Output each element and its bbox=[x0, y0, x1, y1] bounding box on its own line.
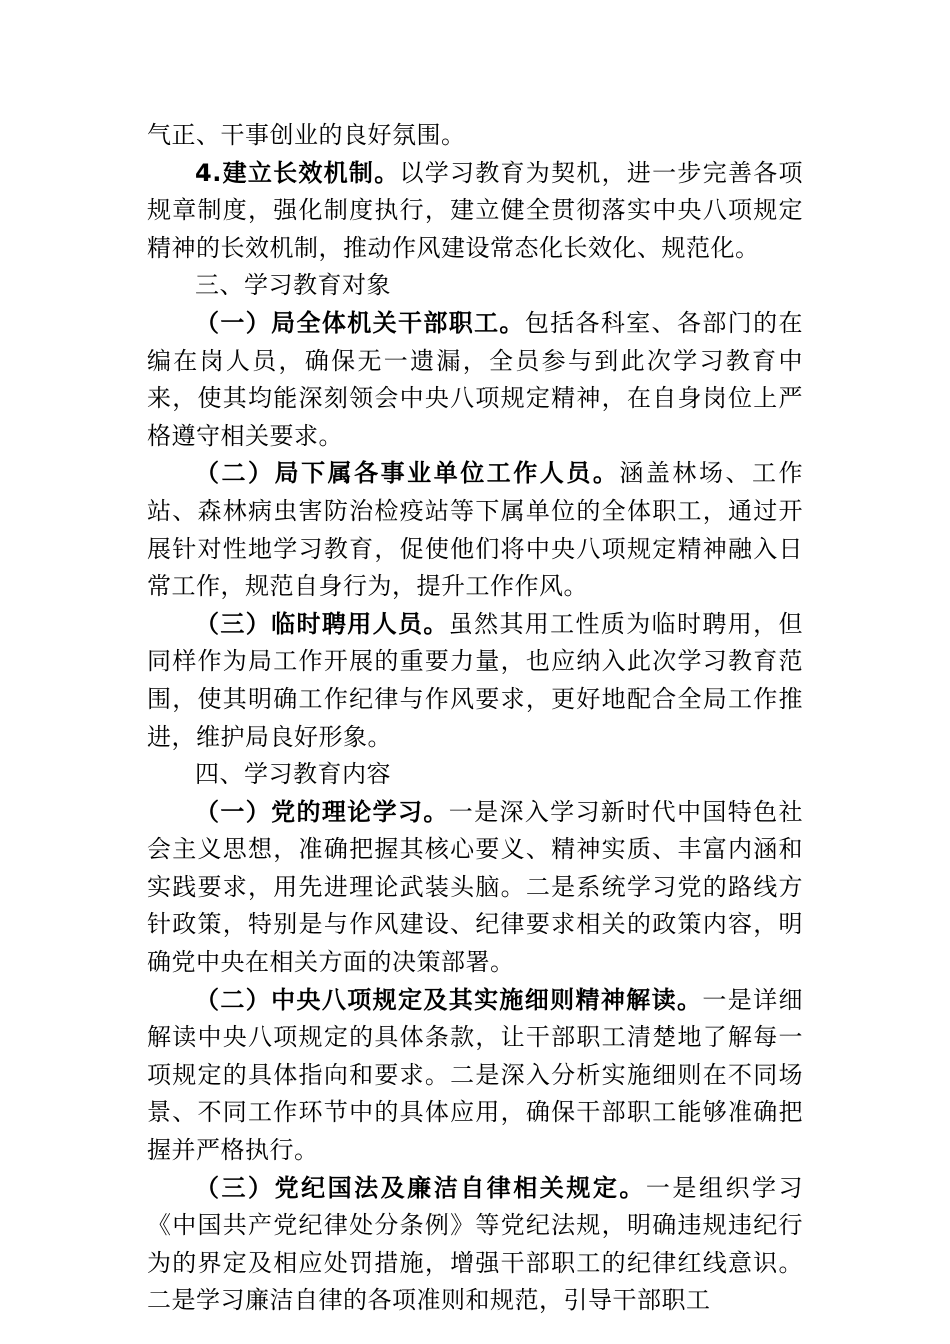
paragraph-body: 以学习教育为契机，进一步完善各项规章制度，强化制度执行，建立健全贯彻落实中央八项规定精神的长效机制，推动作风建设常态化长效化、规范化。 bbox=[147, 158, 803, 262]
paragraph-lead: （二）中央八项规定及其实施细则精神解读。 bbox=[195, 985, 703, 1014]
paragraph-body: 气正、干事创业的良好氛围。 bbox=[147, 121, 466, 149]
paragraph-agency-staff bbox=[147, 305, 803, 455]
paragraph-continuation bbox=[147, 117, 803, 155]
paragraph-lead: 4.建立长效机制。 bbox=[195, 158, 400, 187]
paragraph-body: 一是组织学习《中国共产党纪律处分条例》等党纪法规，明确违规违纪行为的界定及相应处罚措施，增强干部职工的纪律红线意识。二是学习廉洁自律的各项准则和规范，引导干部职工 bbox=[147, 1173, 804, 1315]
paragraph-lead: （三）临时聘用人员。 bbox=[195, 609, 449, 638]
paragraph-lead: （二）局下属各事业单位工作人员。 bbox=[195, 459, 620, 488]
paragraph-temporary-staff bbox=[147, 606, 803, 756]
paragraph-eight-rules bbox=[147, 982, 803, 1170]
paragraph-body: 包括各科室、各部门的在编在岗人员，确保无一遗漏，全员参与到此次学习教育中来，使其均能深刻领会中央八项规定精神，在自身岗位上严格遵守相关要求。 bbox=[147, 308, 804, 450]
paragraph-body: 一是深入学习新时代中国特色社会主义思想，准确把握其核心要义、精神实质、丰富内涵和实践要求，用先进理论武装头脑。二是系统学习党的路线方针政策，特别是与作风建设、纪律要求相关的政策内容，明确党中央在相关方面的决策部署。 bbox=[147, 797, 804, 977]
paragraph-lead: （一）局全体机关干部职工。 bbox=[195, 308, 525, 337]
paragraph-body: 虽然其用工性质为临时聘用，但同样作为局工作开展的重要力量，也应纳入此次学习教育范围，使其明确工作纪律与作风要求，更好地配合全局工作推进，维护局良好形象。 bbox=[147, 609, 804, 751]
paragraph-party-theory bbox=[147, 794, 803, 982]
paragraph-affiliated-units bbox=[147, 455, 803, 605]
paragraph-discipline-law bbox=[147, 1170, 803, 1320]
paragraph-lead: （一）党的理论学习。 bbox=[195, 797, 449, 826]
section-heading-content: 四、学习教育内容 bbox=[195, 760, 391, 789]
paragraph-body: 涵盖林场、工作站、森林病虫害防治检疫站等下属单位的全体职工，通过开展针对性地学习教育，促使他们将中央八项规定精神融入日常工作，规范自身行为，提升工作作风。 bbox=[147, 459, 804, 601]
paragraph-body: 一是详细解读中央八项规定的具体条款，让干部职工清楚地了解每一项规定的具体指向和要求。二是深入分析实施细则在不同场景、不同工作环节中的具体应用，确保干部职工能够准确把握并严格执行。 bbox=[147, 985, 803, 1165]
paragraph-long-term-mechanism bbox=[147, 155, 803, 268]
document-page bbox=[147, 117, 803, 1320]
paragraph-lead: （三）党纪国法及廉洁自律相关规定。 bbox=[195, 1173, 646, 1202]
section-heading-targets: 三、学习教育对象 bbox=[195, 271, 391, 300]
